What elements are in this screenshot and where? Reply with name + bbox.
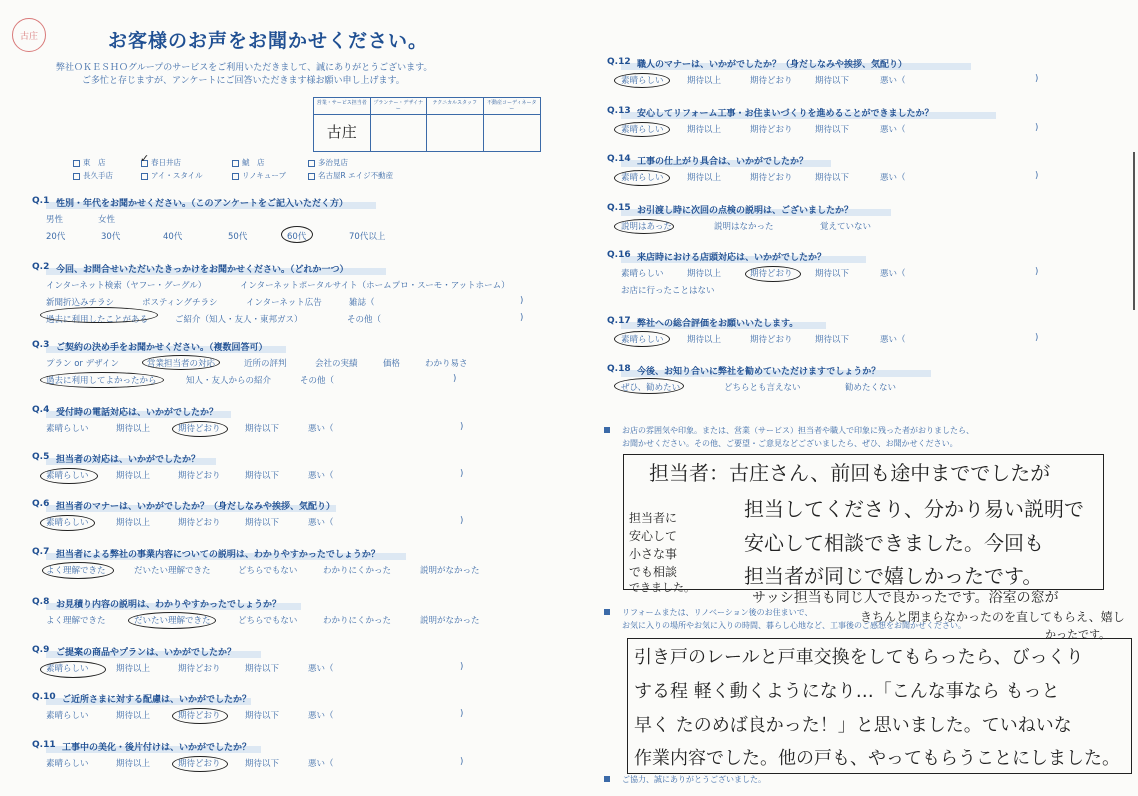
question-text: 担当者のマナーは、いかがでしたか？（身だしなみや挨拶、気配り） (56, 502, 336, 512)
answer-option[interactable]: 期待どおり (178, 518, 221, 528)
comment-2-note-2: きちんと閉まらなかったのを直してもらえ、嬉し (860, 610, 1125, 624)
answer-option[interactable]: 期待以下 (245, 664, 280, 674)
question-label: Q.3 (32, 340, 50, 350)
comment-1-side-4: でも相談 (629, 565, 678, 579)
staff-table (313, 97, 541, 152)
answer-option[interactable]: 悪い（ (880, 173, 906, 183)
comment-2-line-3: 早く たのめば良かった！」と思いました。ていねいな (634, 715, 1072, 736)
answer-option[interactable]: 期待以上 (116, 664, 151, 674)
answer-option[interactable]: 素晴らしい (621, 269, 664, 279)
answer-option[interactable]: 期待以上 (116, 759, 151, 769)
comment-2-line-1: 引き戸のレールと戸車交換をしてもらったら、びっくり (634, 647, 1084, 668)
answer-option[interactable]: どちらとも言えない (724, 383, 801, 393)
answer-option[interactable]: 悪い（ (308, 664, 334, 674)
answer-option[interactable]: 悪い（ (308, 759, 334, 769)
question-label: Q.1 (32, 196, 50, 206)
close-paren: ) (1035, 333, 1039, 343)
answer-option[interactable]: ぜひ、勧めたい (621, 383, 681, 393)
question-text: ご近所さまに対する配慮は、いかがでしたか？ (62, 695, 252, 705)
answer-option[interactable]: 40代 (163, 232, 183, 242)
answer-option[interactable]: 素晴らしい (46, 471, 89, 481)
store-label: 長久手店 (83, 171, 113, 180)
selected-answer-circle (172, 421, 228, 437)
question-label: Q.12 (607, 57, 631, 67)
answer-option[interactable]: 期待どおり (178, 664, 221, 674)
store-option[interactable] (232, 170, 286, 181)
selected-answer-circle (142, 355, 220, 370)
answer-option[interactable]: 男性 (46, 215, 64, 225)
answer-option[interactable]: 女性 (98, 215, 116, 225)
question-text: 今後、お知り合いに弊社を勧めていただけますでしょうか？ (637, 367, 881, 377)
selected-answer-circle (172, 708, 228, 724)
answer-option[interactable]: 60代 (287, 232, 307, 242)
store-label: リノキューブ (242, 171, 287, 180)
answer-option[interactable]: 説明はなかった (714, 222, 774, 232)
answer-option[interactable]: 悪い（ (880, 76, 906, 86)
question-text: 弊社への総合評価をお願いいたします。 (637, 319, 799, 329)
question-label: Q.5 (32, 452, 50, 462)
answer-option[interactable]: 過去に利用してよかったから (46, 376, 157, 386)
question-label: Q.15 (607, 203, 631, 213)
comment-2-note-3: かったです。 (1045, 628, 1111, 641)
answer-option[interactable]: 新聞折込みチラシ (46, 298, 115, 308)
question-label: Q.11 (32, 740, 56, 750)
staff-header-technical: テクニカルスタッフ (427, 98, 484, 115)
comment-box-1[interactable] (623, 454, 1104, 594)
question-text: 職人のマナーは、いかがでしたか？（身だしなみや挨拶、気配り） (637, 60, 908, 70)
store-label: アイ・スタイル (151, 171, 203, 180)
answer-option[interactable]: 悪い（ (308, 711, 334, 721)
close-paren: ) (1035, 123, 1039, 133)
answer-option[interactable]: 悪い（ (308, 424, 334, 434)
answer-option[interactable]: 70代以上 (349, 232, 386, 242)
answer-option[interactable]: 素晴らしい (621, 173, 664, 183)
answer-option[interactable]: よく理解できた (46, 566, 106, 576)
selected-answer-circle (40, 372, 164, 388)
answer-option[interactable]: インターネット検索（ヤフー・グーグル） (46, 281, 207, 291)
question-text: お引渡し時に次回の点検の説明は、ございましたか？ (637, 206, 854, 216)
answer-option[interactable]: 期待どおり (178, 471, 221, 481)
answer-option[interactable]: だいたい理解できた (134, 566, 211, 576)
intro-line-1: 弊社ＯＫＥＳＨＯグループのサービスをご利用いただきまして、誠にありがとうございます。 (56, 63, 433, 73)
answer-option[interactable]: 期待以下 (815, 269, 850, 279)
section1-line-2: お聞かせください。その他、ご要望・ご意見などございましたら、ぜひ、お聞かせください。 (622, 439, 958, 448)
answer-option[interactable]: 期待どおり (750, 335, 793, 345)
close-paren: ) (460, 709, 464, 719)
answer-option[interactable]: よく理解できた (46, 616, 106, 626)
answer-option[interactable]: 期待どおり (178, 711, 221, 721)
answer-option[interactable]: 30代 (101, 232, 121, 242)
question-text: 安心してリフォーム工事・お住まいづくりを進めることができましたか？ (637, 109, 934, 119)
store-option[interactable] (73, 170, 113, 181)
answer-option[interactable]: 営業担当者の対応 (147, 359, 216, 369)
answer-option[interactable]: 説明がなかった (420, 616, 480, 626)
comment-box-2[interactable] (627, 638, 1132, 774)
checkbox-icon[interactable] (232, 160, 239, 167)
answer-option[interactable]: 期待以下 (815, 76, 850, 86)
checkbox-icon[interactable] (73, 173, 80, 180)
selected-answer-circle (128, 612, 216, 629)
answer-option[interactable]: どちらでもない (238, 616, 298, 626)
staff-header-planner: プランナー・デザイナー (371, 98, 428, 115)
answer-option[interactable]: 素晴らしい (621, 76, 664, 86)
answer-option[interactable]: 期待どおり (750, 173, 793, 183)
comment-2-note-1: サッシ担当も同じ人で良かったです。浴室の窓が (752, 590, 1059, 606)
checkbox-icon[interactable] (73, 160, 80, 167)
section2-line-2: お気に入りの場所やお気に入りの時間、暮らし心地など、工事後のご感想をお聞かせください。 (622, 621, 966, 630)
answer-option[interactable]: 期待以上 (687, 335, 722, 345)
answer-option[interactable]: 期待以下 (245, 424, 280, 434)
answer-option[interactable]: 雑誌（ (349, 298, 375, 308)
answer-option[interactable]: 期待以下 (815, 125, 850, 135)
staff-header-realestate: 不動産コーディネーター (484, 98, 541, 115)
answer-option[interactable]: 悪い（ (880, 335, 906, 345)
comment-1-line-1: 担当者：古庄さん、前回も途中まででしたが (649, 461, 1051, 485)
answer-option[interactable]: 近所の評判 (244, 359, 287, 369)
selected-answer-circle (40, 515, 95, 531)
answer-option[interactable]: 期待どおり (178, 759, 221, 769)
answer-option[interactable]: その他（ (347, 315, 382, 325)
intro-line-2: ご多忙と存じますが、アンケートにご回答いただきます様お願い申し上げます。 (82, 76, 405, 86)
close-paren: ) (1035, 74, 1039, 84)
store-label: 鯱 店 (242, 158, 265, 167)
answer-option[interactable]: 期待以上 (687, 125, 722, 135)
question-label: Q.14 (607, 154, 631, 164)
close-paren: ) (520, 313, 524, 323)
answer-option[interactable]: インターネットポータルサイト（ホームプロ・スーモ・アットホーム） (240, 281, 510, 291)
question-label: Q.2 (32, 262, 50, 272)
answer-option[interactable]: 素晴らしい (46, 518, 89, 528)
answer-option[interactable]: 期待どおり (750, 125, 793, 135)
comment-1-side-5: できました。 (629, 581, 695, 594)
comment-1-line-2: 担当してくださり、分かり易い説明で (744, 497, 1084, 521)
answer-option[interactable]: 期待以下 (245, 711, 280, 721)
comment-1-side-1: 担当者に (629, 511, 678, 525)
answer-option[interactable]: 期待以下 (815, 173, 850, 183)
answer-option[interactable]: 知人・友人からの紹介 (186, 376, 272, 386)
answer-option[interactable]: わかりにくかった (323, 566, 392, 576)
answer-option[interactable]: わかりにくかった (323, 616, 392, 626)
checkbox-icon[interactable] (232, 173, 239, 180)
answer-option[interactable]: 50代 (228, 232, 248, 242)
question-label: Q.9 (32, 645, 50, 655)
comment-1-line-4: 担当者が同じで嬉しかったです。 (744, 564, 1043, 588)
answer-option[interactable]: 期待以下 (245, 518, 280, 528)
close-paren: ) (520, 296, 524, 306)
answer-option[interactable]: 期待どおり (178, 424, 221, 434)
question-label: Q.17 (607, 316, 631, 326)
answer-option[interactable]: 勧めたくない (845, 383, 897, 393)
selected-answer-circle (614, 73, 670, 88)
answer-option[interactable]: 素晴らしい (46, 664, 89, 674)
answer-option[interactable]: 素晴らしい (46, 424, 89, 434)
answer-option[interactable]: インターネット広告 (246, 298, 322, 308)
section1-line-1: お店の雰囲気や印象。または、営業（サービス）担当者や職人で印象に残った者がおりましたら、 (622, 426, 974, 435)
question-text: ご契約の決め手をお聞かせください。（複数回答可） (56, 343, 268, 353)
selected-answer-circle (40, 307, 158, 323)
staff-value-planner[interactable] (371, 115, 428, 151)
store-label: 多治見店 (318, 158, 348, 167)
selected-answer-circle (614, 219, 674, 234)
footer-text: ご協力、誠にありがとうございました。 (622, 775, 766, 784)
store-option[interactable] (73, 157, 106, 168)
question-text: 受付時の電話対応は、いかがでしたか？ (56, 408, 219, 418)
answer-option[interactable]: お店に行ったことはない (621, 286, 715, 296)
answer-option[interactable]: 期待以下 (815, 335, 850, 345)
answer-option[interactable]: わかり易さ (425, 359, 468, 369)
comment-2-line-2: する程 軽く動くようになり…「こんな事なら もっと (634, 681, 1060, 702)
answer-option[interactable]: どちらでもない (238, 566, 298, 576)
answer-option[interactable]: 悪い（ (308, 471, 334, 481)
answer-option[interactable]: 説明がなかった (420, 566, 480, 576)
answer-option[interactable]: 期待以上 (687, 76, 722, 86)
answer-option[interactable]: 説明はあった (621, 222, 672, 232)
answer-option[interactable]: ポスティングチラシ (142, 298, 218, 308)
answer-option[interactable]: 期待以上 (116, 471, 151, 481)
answer-option[interactable]: その他（ (300, 376, 335, 386)
store-label: 東 店 (83, 158, 106, 167)
close-paren: ) (453, 374, 457, 384)
answer-option[interactable]: 期待以上 (687, 173, 722, 183)
staff-value-sales[interactable]: 古庄 (314, 115, 371, 151)
close-paren: ) (460, 662, 464, 672)
answer-option[interactable]: 会社の実績 (315, 359, 358, 369)
answer-option[interactable]: だいたい理解できた (134, 616, 211, 626)
selected-answer-circle (745, 266, 801, 282)
answer-option[interactable]: 悪い（ (880, 269, 906, 279)
question-label: Q.6 (32, 499, 50, 509)
question-label: Q.10 (32, 692, 56, 702)
store-option[interactable] (308, 170, 393, 181)
checkbox-icon[interactable] (308, 160, 315, 167)
close-paren: ) (1035, 267, 1039, 277)
selected-answer-circle (40, 661, 106, 678)
staff-header-sales: 営業・サービス担当者 (314, 98, 371, 115)
answer-option[interactable]: 悪い（ (880, 125, 906, 135)
answer-option[interactable]: プラン or デザイン (46, 359, 120, 369)
answer-option[interactable]: 過去に利用したことがある (46, 315, 149, 325)
store-option[interactable] (141, 170, 203, 181)
comment-1-line-3: 安心して相談できました。今回も (744, 531, 1044, 555)
section2-line-1: リフォームまたは、リノベーション後のお住まいで、 (622, 608, 813, 617)
logo-text: 古庄 (19, 31, 38, 42)
staff-value-technical[interactable] (427, 115, 484, 151)
selected-answer-circle (40, 468, 98, 484)
question-text: 今回、お問合せいただいたきっかけをお聞かせください。（どれか一つ） (56, 265, 349, 275)
answer-option[interactable]: 期待以上 (116, 518, 151, 528)
question-label: Q.18 (607, 364, 631, 374)
store-option[interactable] (308, 157, 348, 168)
answer-option[interactable]: 素晴らしい (46, 759, 89, 769)
section2-bullet (604, 609, 610, 615)
answer-option[interactable]: 期待以上 (116, 424, 151, 434)
answer-option[interactable]: 期待以下 (245, 759, 280, 769)
checkbox-icon[interactable] (308, 173, 315, 180)
question-text: 担当者による弊社の事業内容についての説明は、わかりやすかったでしょうか？ (56, 550, 380, 560)
selected-answer-circle (172, 756, 228, 772)
close-paren: ) (460, 469, 464, 479)
checkbox-icon[interactable] (141, 173, 148, 180)
close-paren: ) (460, 516, 464, 526)
selected-answer-circle (614, 378, 684, 394)
staff-value-realestate[interactable] (484, 115, 541, 151)
answer-option[interactable]: ご紹介（知人・友人・東邦ガス） (175, 315, 303, 325)
question-label: Q.8 (32, 597, 50, 607)
question-label: Q.7 (32, 547, 50, 557)
selected-answer-circle (281, 226, 313, 243)
store-label: 春日井店 (151, 158, 181, 167)
close-paren: ) (460, 757, 464, 767)
check-mark-icon: ✓ (140, 152, 150, 165)
question-label: Q.4 (32, 405, 50, 415)
close-paren: ) (460, 422, 464, 432)
question-text: ご提案の商品やプランは、いかがでしたか？ (56, 648, 237, 658)
selected-answer-circle (614, 170, 670, 186)
answer-option[interactable]: 期待どおり (750, 269, 793, 279)
close-paren: ) (1035, 171, 1039, 181)
footer-bullet (604, 776, 610, 782)
answer-option[interactable]: 期待以上 (116, 711, 151, 721)
answer-option[interactable]: 期待以下 (245, 471, 280, 481)
selected-answer-circle (614, 331, 670, 347)
logo-stamp (12, 18, 46, 52)
selected-answer-circle (42, 562, 114, 579)
answer-option[interactable]: 期待以上 (687, 269, 722, 279)
question-label: Q.16 (607, 250, 631, 260)
answer-option[interactable]: 覚えていない (820, 222, 872, 232)
comment-1-side-2: 安心して (629, 529, 678, 543)
question-text: 性別・年代をお聞かせください。（このアンケートをご記入いただく方） (56, 199, 348, 209)
question-text: 工事の仕上がり具合は、いかがでしたか？ (637, 157, 809, 167)
question-label: Q.13 (607, 106, 631, 116)
answer-option[interactable]: 期待どおり (750, 76, 793, 86)
answer-option[interactable]: 素晴らしい (621, 335, 664, 345)
answer-option[interactable]: 価格 (383, 359, 401, 369)
question-text: 担当者の対応は、いかがでしたか？ (56, 455, 201, 465)
comment-1-side-3: 小さな事 (629, 547, 678, 561)
answer-option[interactable]: 20代 (46, 232, 66, 242)
selected-answer-circle (614, 122, 670, 137)
page-edge-mark (1133, 152, 1135, 310)
answer-option[interactable]: 素晴らしい (46, 711, 89, 721)
question-text: お見積り内容の説明は、わかりやすかったでしょうか？ (56, 600, 282, 610)
page-title: お客様のお声をお聞かせください。 (108, 30, 429, 52)
question-text: 来店時における店頭対応は、いかがでしたか？ (637, 253, 827, 263)
answer-option[interactable]: 素晴らしい (621, 125, 664, 135)
store-option[interactable] (232, 157, 265, 168)
question-text: 工事中の美化・後片付けは、いかがでしたか？ (62, 743, 252, 753)
store-label: 名古屋R エイジ不動産 (318, 171, 394, 180)
comment-2-line-4: 作業内容でした。他の戸も、やってもらうことにしました。 (634, 748, 1120, 769)
section1-bullet (604, 427, 610, 433)
answer-option[interactable]: 悪い（ (308, 518, 334, 528)
